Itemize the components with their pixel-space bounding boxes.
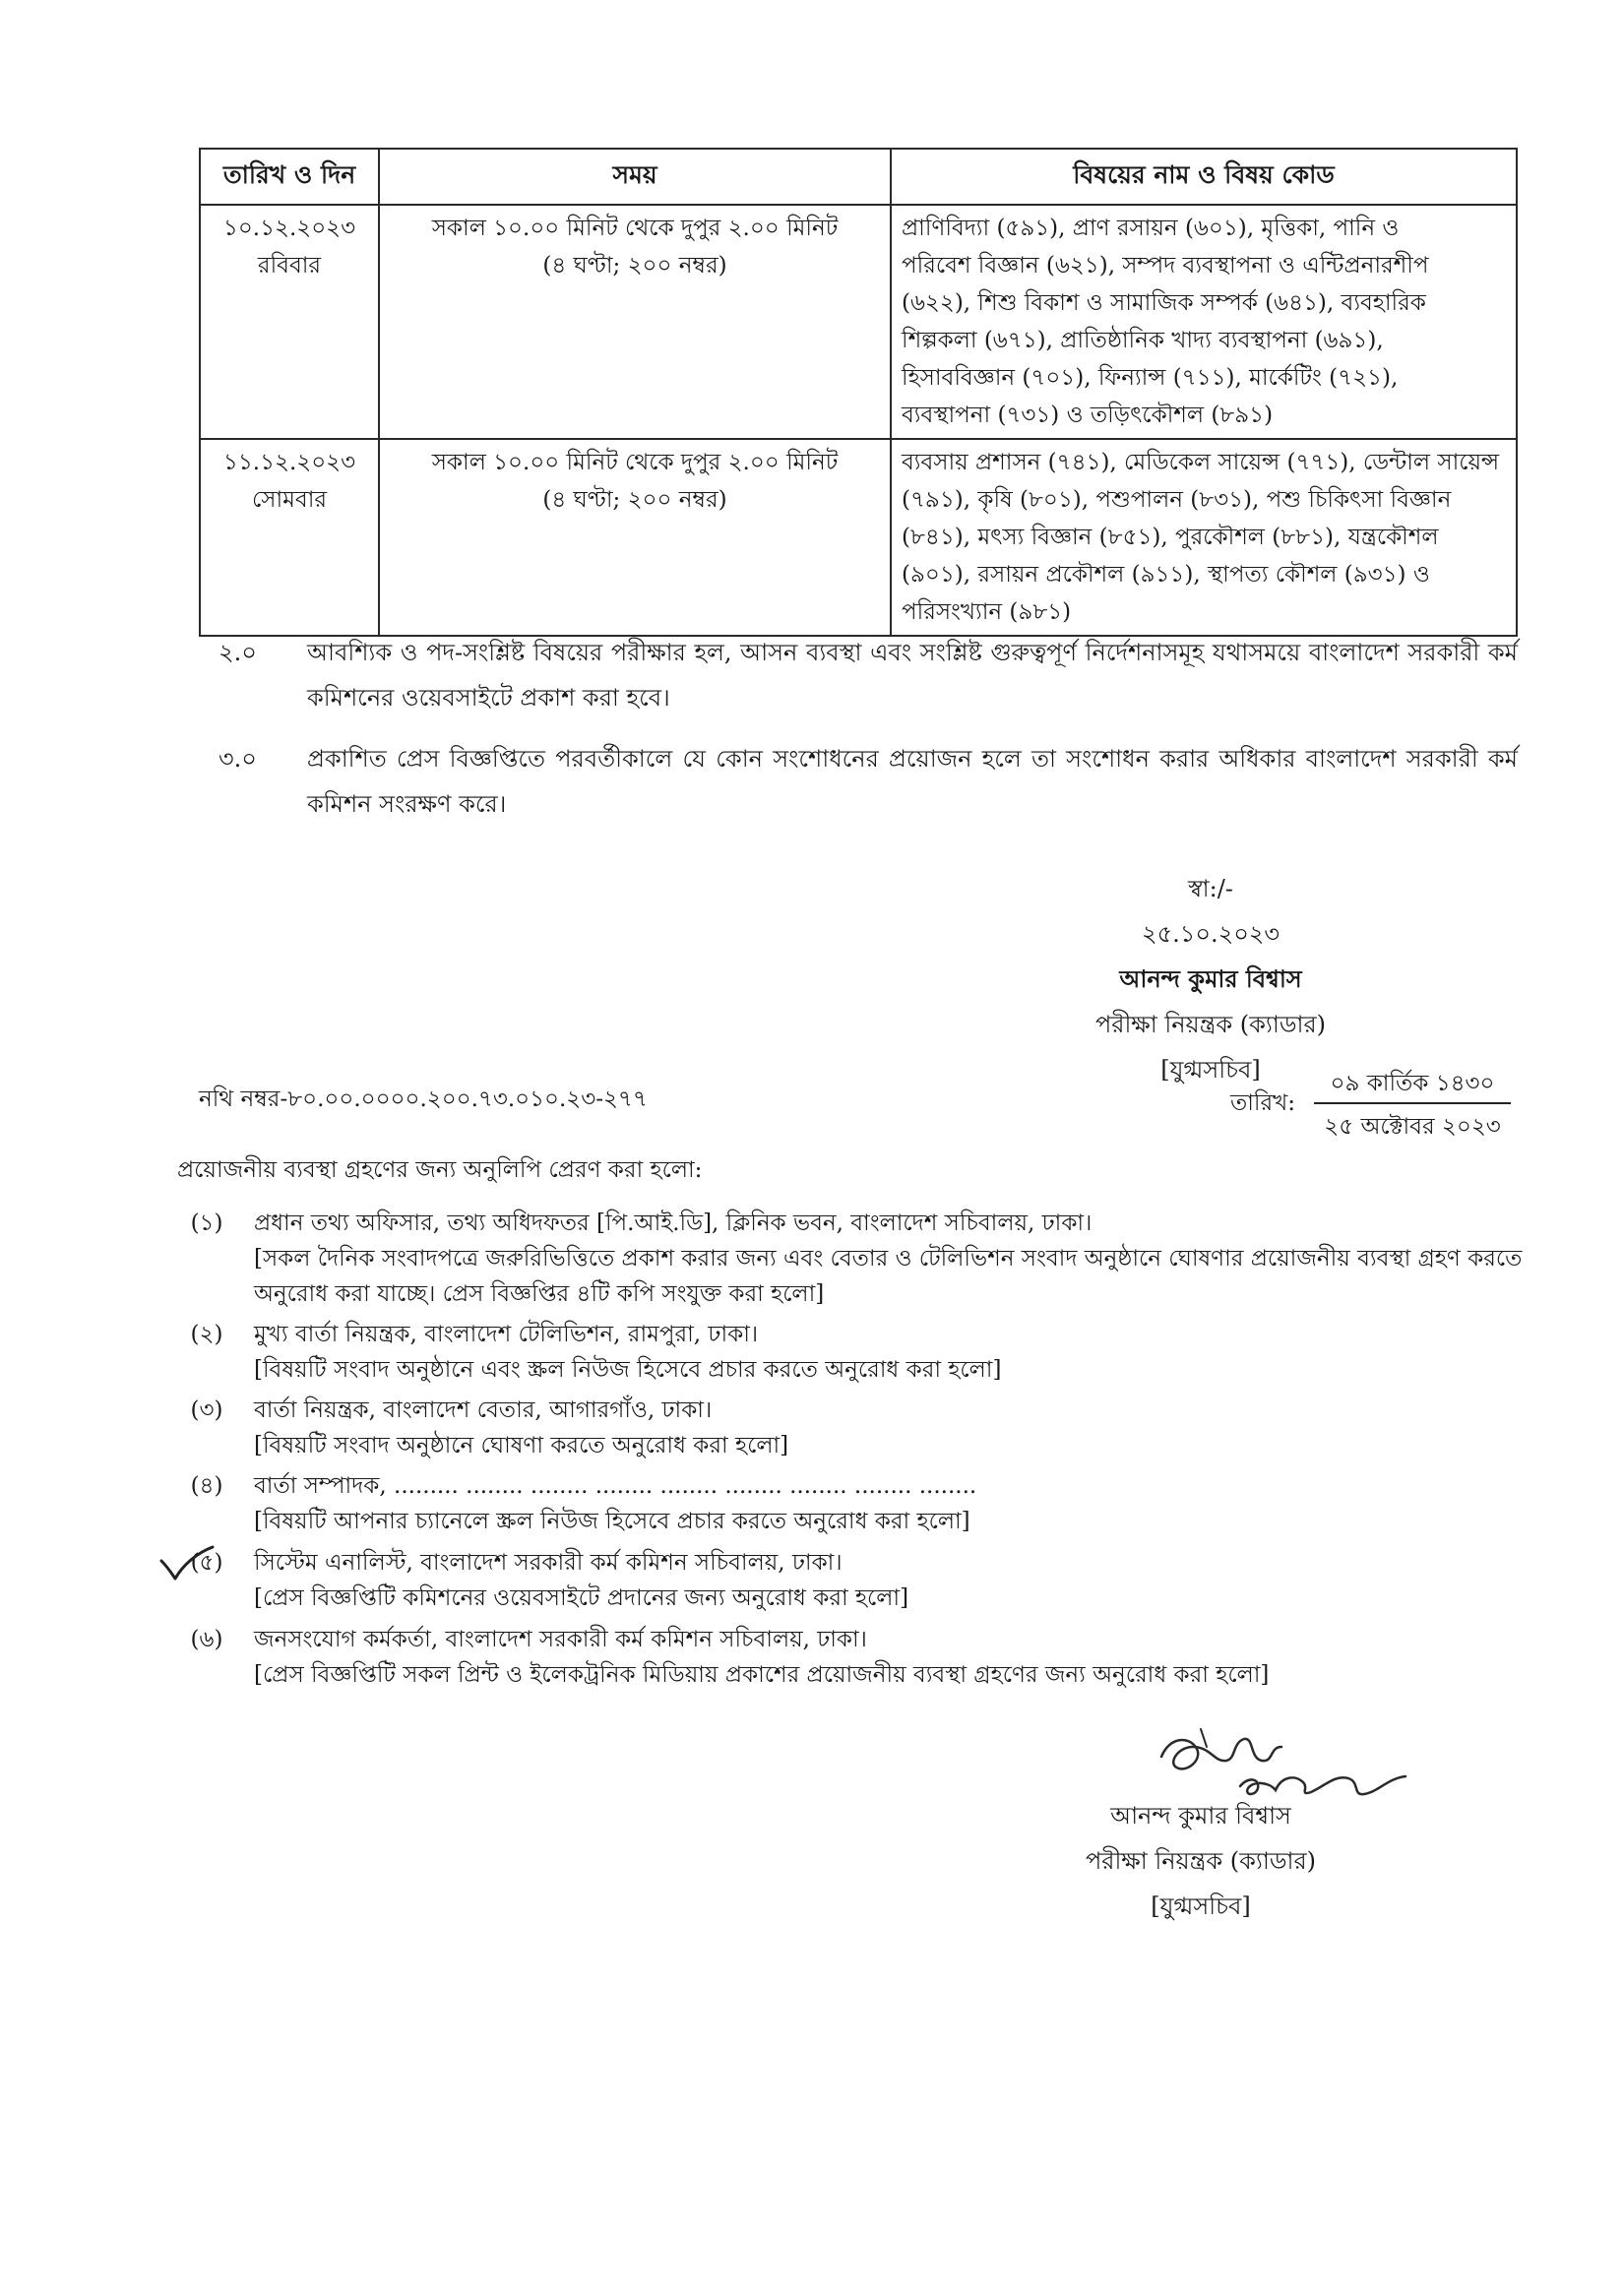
item-recipient: বার্তা সম্পাদক, ......... ........ ........ ........ ........ ........ ........ ........ ........ bbox=[254, 1473, 977, 1499]
memo-number: নথি নম্বর-৮০.০০.০০০০.২০০.৭৩.০১০.২৩-২৭৭ bbox=[199, 1086, 648, 1112]
date-label: তারিখ: bbox=[1230, 1090, 1296, 1116]
paragraph-text: আবশ্যিক ও পদ-সংশ্লিষ্ট বিষয়ের পরীক্ষার হল, আসন ব্যবস্থা এবং সংশ্লিষ্ট গুরুত্বপূর্ণ নির্দেশনাসমূহ যথাসময়ে বাংলাদেশ সরকারী কর্ম কমিশনের ওয়েবসাইটে প্রকাশ করা হবে। bbox=[307, 639, 1518, 712]
item-body bbox=[254, 1545, 1526, 1616]
subject-line: ব্যবস্থাপনা (৭৩১) ও তড়িৎকৌশল (৮৯১) bbox=[902, 403, 1274, 428]
item-note: [বিষয়টি আপনার চ্যানেলে স্ক্রল নিউজ হিসেবে প্রচার করতে অনুরোধ করা হলো] bbox=[254, 1509, 970, 1534]
table-row bbox=[200, 439, 1517, 636]
subject-line: পরিসংখ্যান (৯৮১) bbox=[902, 599, 1072, 625]
signatory-name: আনন্দ কুমার বিশ্বাস bbox=[1119, 964, 1302, 993]
header-time: সময় bbox=[379, 149, 891, 205]
subject-line: হিসাববিজ্ঞান (৭০১), ফিন্যান্স (৭১১), মার্কেটিং (৭২১), bbox=[902, 365, 1399, 391]
signatory-rank: [যুগ্মসচিব] bbox=[1160, 1056, 1261, 1084]
item-body bbox=[254, 1622, 1526, 1693]
row-date-cell bbox=[200, 205, 379, 439]
paragraph-2 bbox=[219, 630, 1518, 724]
row-date: ১১.১২.২০২৩ bbox=[222, 450, 356, 475]
signatory-title: পরীক্ষা নিয়ন্ত্রক (ক্যাডার) bbox=[1094, 1011, 1327, 1038]
signatory-title: পরীক্ষা নিয়ন্ত্রক (ক্যাডার) bbox=[1085, 1847, 1317, 1875]
item-note: [বিষয়টি সংবাদ অনুষ্ঠানে ঘোষণা করতে অনুরোধ করা হলো] bbox=[254, 1433, 789, 1458]
signatory-name: আনন্দ কুমার বিশ্বাস bbox=[1110, 1802, 1291, 1830]
memo-date bbox=[1230, 1065, 1526, 1153]
subject-line: পরিবেশ বিজ্ঞান (৬২১), সম্পদ ব্যবস্থাপনা ও এন্টিপ্রনারশীপ bbox=[902, 253, 1429, 279]
item-number: (১) bbox=[190, 1210, 223, 1236]
row-time: সকাল ১০.০০ মিনিট থেকে দুপুর ২.০০ মিনিট bbox=[431, 450, 839, 475]
item-number: (২) bbox=[190, 1322, 223, 1347]
paragraph-number: ৩.০ bbox=[219, 745, 257, 773]
row-date-cell bbox=[200, 439, 379, 636]
distribution-item-2 bbox=[177, 1317, 1526, 1392]
header-subject: বিষয়ের নাম ও বিষয় কোড bbox=[891, 149, 1517, 205]
subject-line: (৬২২), শিশু বিকাশ ও সামাজিক সম্পর্ক (৬৪১), ব্যবহারিক bbox=[902, 290, 1426, 316]
table-header-row bbox=[200, 149, 1517, 205]
table-row bbox=[200, 205, 1517, 439]
distribution-item-1 bbox=[177, 1206, 1526, 1314]
subject-line: (৯০১), রসায়ন প্রকৌশল (৯১১), স্থাপত্য কৌশল (৯৩১) ও bbox=[902, 562, 1430, 588]
row-time: সকাল ১০.০০ মিনিট থেকে দুপুর ২.০০ মিনিট bbox=[431, 216, 839, 241]
subject-line: শিল্পকলা (৬৭১), প্রাতিষ্ঠানিক খাদ্য ব্যবস্থাপনা (৬৯১), bbox=[902, 328, 1384, 353]
subject-line: (৭৯১), কৃষি (৮০১), পশুপালন (৮৩১), পশু চিকিৎসা বিজ্ঞান bbox=[902, 487, 1452, 513]
item-note: [সকল দৈনিক সংবাদপত্রে জরুরিভিত্তিতে প্রকাশ করার জন্য এবং বেতার ও টেলিভিশন সংবাদ অনুষ্ঠানে ঘোষণার প্রয়োজনীয় ব্যবস্থা গ্রহণ করতে অনুরোধ করা যাচ্ছে। প্রেস বিজ্ঞপ্তির ৪টি কপি সংযুক্ত করা হলো] bbox=[254, 1246, 1523, 1307]
signature-date: ২৫.১০.২০২৩ bbox=[1141, 920, 1280, 948]
row-subjects-cell bbox=[891, 205, 1517, 439]
item-number: (৫) bbox=[190, 1550, 223, 1576]
paragraph-3 bbox=[219, 736, 1518, 831]
item-body bbox=[254, 1468, 1526, 1539]
date-bangla: ০৯ কার্তিক ১৪৩০ bbox=[1330, 1071, 1495, 1096]
header-date-day: তারিখ ও দিন bbox=[200, 149, 379, 205]
row-subjects-cell bbox=[891, 439, 1517, 636]
distribution-intro: প্রয়োজনীয় ব্যবস্থা গ্রহণের জন্য অনুলিপি প্রেরণ করা হলো: bbox=[177, 1157, 703, 1183]
item-recipient: প্রধান তথ্য অফিসার, তথ্য অধিদফতর [পি.আই.ডি], ক্লিনিক ভবন, বাংলাদেশ সচিবালয়, ঢাকা। bbox=[254, 1210, 1093, 1236]
signature-block-1 bbox=[1063, 866, 1358, 1092]
item-body bbox=[254, 1206, 1526, 1312]
item-recipient: জনসংযোগ কর্মকর্তা, বাংলাদেশ সরকারী কর্ম কমিশন সচিবালয়, ঢাকা। bbox=[254, 1627, 867, 1652]
item-recipient: সিস্টেম এনালিস্ট, বাংলাদেশ সরকারী কর্ম কমিশন সচিবালয়, ঢাকা। bbox=[254, 1550, 843, 1576]
row-day: সোমবার bbox=[251, 487, 328, 513]
distribution-item-4 bbox=[177, 1468, 1526, 1543]
item-note: [বিষয়টি সংবাদ অনুষ্ঠানে এবং স্ক্রল নিউজ হিসেবে প্রচার করতে অনুরোধ করা হলো] bbox=[254, 1357, 1002, 1383]
row-duration: (৪ ঘণ্টা; ২০০ নম্বর) bbox=[542, 487, 727, 513]
row-time-cell bbox=[379, 439, 891, 636]
date-english: ২৫ অক্টোবর ২০২৩ bbox=[1324, 1114, 1501, 1140]
row-day: রবিবার bbox=[257, 253, 322, 279]
item-number: (৬) bbox=[190, 1627, 223, 1652]
item-recipient: বার্তা নিয়ন্ত্রক, বাংলাদেশ বেতার, আগারগাঁও, ঢাকা। bbox=[254, 1397, 713, 1423]
exam-schedule-table bbox=[199, 148, 1518, 637]
row-duration: (৪ ঘণ্টা; ২০০ নম্বর) bbox=[542, 253, 727, 279]
item-number: (৩) bbox=[190, 1397, 223, 1423]
item-number: (৪) bbox=[190, 1473, 223, 1499]
item-note: [প্রেস বিজ্ঞপ্তিটি কমিশনের ওয়েবসাইটে প্রদানের জন্য অনুরোধ করা হলো] bbox=[254, 1585, 909, 1611]
distribution-item-3 bbox=[177, 1393, 1526, 1467]
handwritten-check-mark bbox=[157, 1543, 217, 1582]
item-recipient: মুখ্য বার্তা নিয়ন্ত্রক, বাংলাদেশ টেলিভিশন, রামপুরা, ঢাকা। bbox=[254, 1322, 759, 1347]
subject-line: প্রাণিবিদ্যা (৫৯১), প্রাণ রসায়ন (৬০১), মৃত্তিকা, পানি ও bbox=[902, 216, 1400, 241]
row-time-cell bbox=[379, 205, 891, 439]
item-body bbox=[254, 1393, 1526, 1463]
distribution-item-5 bbox=[177, 1545, 1526, 1620]
item-body bbox=[254, 1317, 1526, 1388]
row-date: ১০.১২.২০২৩ bbox=[222, 216, 356, 241]
paragraph-text: প্রকাশিত প্রেস বিজ্ঞপ্তিতে পরবর্তীকালে যে কোন সংশোধনের প্রয়োজন হলে তা সংশোধন করার অধিকার বাংলাদেশ সরকারী কর্ম কমিশন সংরক্ষণ করে। bbox=[307, 745, 1518, 818]
subject-line: (৮৪১), মৎস্য বিজ্ঞান (৮৫১), পুরকৌশল (৮৮১), যন্ত্রকৌশল bbox=[902, 525, 1439, 550]
distribution-item-6 bbox=[177, 1622, 1526, 1697]
subject-line: ব্যবসায় প্রশাসন (৭৪১), মেডিকেল সায়েন্স (৭৭১), ডেন্টাল সায়েন্স bbox=[902, 450, 1500, 475]
signature-block-2 bbox=[1053, 1793, 1348, 1929]
paragraph-number: ২.০ bbox=[219, 639, 257, 666]
date-divider bbox=[1314, 1102, 1511, 1104]
item-note: [প্রেস বিজ্ঞপ্তিটি সকল প্রিন্ট ও ইলেকট্রনিক মিডিয়ায় প্রকাশের প্রয়োজনীয় ব্যবস্থা গ্রহণের জন্য অনুরোধ করা হলো] bbox=[254, 1662, 1270, 1688]
signed-mark: স্বা:/- bbox=[1188, 875, 1233, 902]
signatory-rank: [যুগ্মসচিব] bbox=[1151, 1893, 1251, 1920]
